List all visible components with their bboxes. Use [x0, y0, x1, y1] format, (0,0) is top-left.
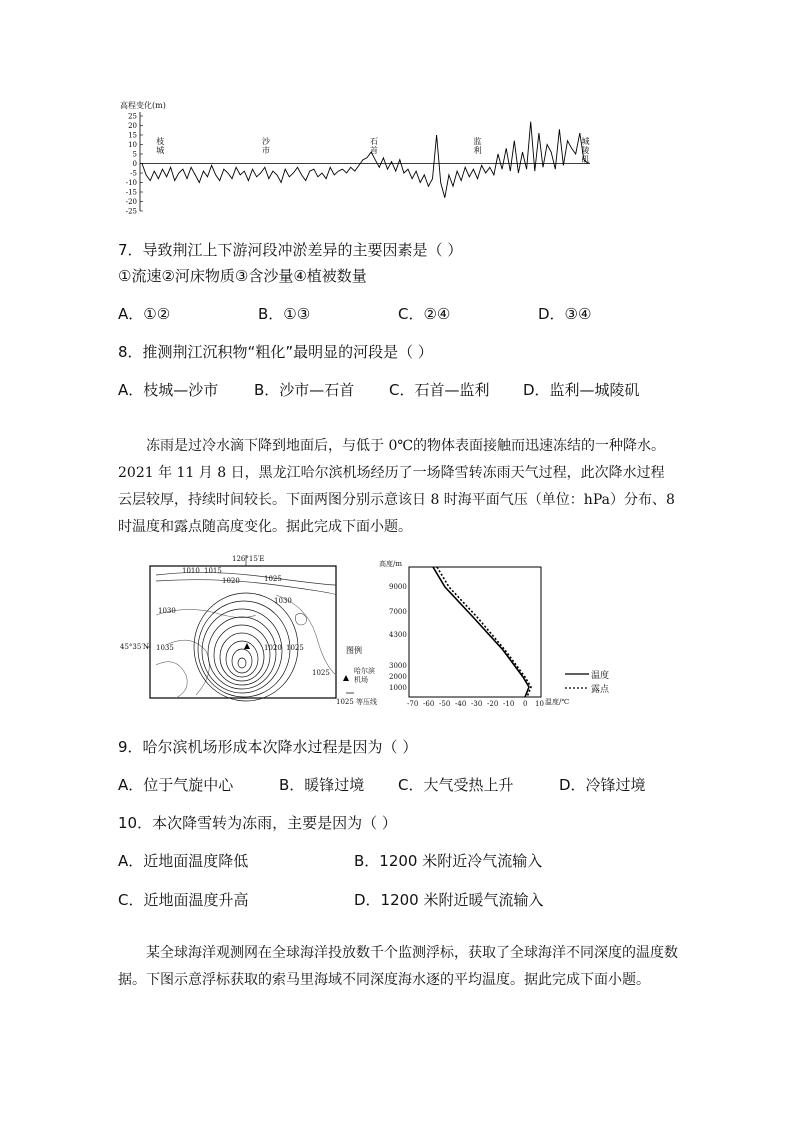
ytick: 1000	[389, 684, 407, 692]
isobar-label: 1030	[158, 607, 176, 615]
isobar-label: 1030	[274, 597, 292, 605]
station-label: 石	[370, 137, 378, 146]
ytick-label: 5	[132, 150, 137, 159]
ytick-label: -25	[125, 207, 137, 215]
isobar-label: 1035	[156, 644, 174, 652]
ytick-label: -20	[125, 198, 137, 206]
legend-temperature-label: 温度	[591, 671, 610, 681]
ytick: 9000	[389, 583, 407, 591]
xlabel: 温度/℃	[545, 698, 570, 706]
station-label: 陵	[581, 146, 590, 155]
ytick: 4300	[389, 631, 407, 639]
question-7-factors: ①流速②河床物质③含沙量④植被数量	[118, 267, 367, 285]
q7-option-b[interactable]: B．①③	[258, 305, 311, 323]
temperature-profile-svg	[375, 555, 655, 710]
q10-option-d[interactable]: D．1200 米附近暖气流输入	[354, 891, 544, 909]
isobar-label: 1025	[312, 669, 330, 677]
xtick: -50	[439, 700, 451, 708]
question-7-stem: 7．导致荆江上下游河段冲淤差异的主要因素是（ ）	[118, 241, 463, 259]
isobar-label: 1025	[264, 575, 282, 583]
q9-option-d[interactable]: D．冷锋过境	[559, 776, 646, 794]
legend-airport-label: 哈尔滨机场	[354, 667, 375, 684]
legend-airport-icon	[343, 675, 349, 681]
ytick-label: -5	[130, 169, 137, 178]
longitude-label: 126°15′E	[232, 555, 265, 563]
airport-marker-icon	[244, 643, 250, 649]
elevation-line	[142, 122, 588, 198]
q8-option-d[interactable]: D．监利—城陵矶	[523, 381, 640, 399]
station-label: 首	[370, 146, 378, 155]
question-9-stem: 9．哈尔滨机场形成本次降水过程是因为（ ）	[118, 738, 418, 756]
isobar-label: 1015	[204, 567, 222, 575]
isobar-label: 1020	[264, 644, 282, 652]
xtick: -30	[471, 700, 483, 708]
question-10-stem: 10．本次降雪转为冻雨，主要是因为（ ）	[118, 814, 397, 832]
dewpoint-line	[437, 567, 531, 697]
q8-option-b[interactable]: B．沙市—石首	[254, 381, 355, 399]
ytick: 3000	[389, 662, 407, 670]
q7-option-a[interactable]: A．①②	[118, 305, 171, 323]
station-label: 利	[473, 146, 482, 155]
latitude-label: 45°35′N	[120, 643, 150, 651]
legend-isobar-label: 1025 等压线	[336, 698, 378, 706]
ytick: 2000	[389, 673, 407, 681]
station-label: 沙	[262, 137, 270, 146]
ytick-label: 20	[128, 122, 137, 130]
ytick-label: 10	[128, 141, 137, 149]
q7-option-d[interactable]: D．③④	[538, 305, 592, 323]
xtick: 10	[535, 700, 544, 708]
q10-option-b[interactable]: B．1200 米附近冷气流输入	[354, 852, 543, 870]
station-label: 枝	[156, 137, 165, 146]
isobar-map	[120, 555, 378, 706]
ytick-label: -10	[125, 179, 137, 187]
ytick-label: 25	[128, 112, 137, 121]
legend-dewpoint-label: 露点	[591, 685, 610, 695]
station-label: 矶	[581, 155, 590, 164]
question-8-stem: 8．推测荆江沉积物“粗化”最明显的河段是（ ）	[118, 343, 433, 361]
isobar-map-svg	[146, 555, 376, 705]
ytick-label: 15	[128, 131, 137, 140]
elevation-change-chart	[118, 100, 598, 215]
xtick: -10	[503, 700, 515, 708]
q9-option-c[interactable]: C．大气受热上升	[398, 776, 514, 794]
xtick: -60	[423, 700, 435, 708]
q9-option-a[interactable]: A．位于气旋中心	[118, 776, 234, 794]
map-legend-title: 图例	[346, 646, 362, 655]
ytick-label: 0	[132, 160, 137, 168]
xtick: -40	[455, 700, 467, 708]
xtick: 0	[523, 700, 528, 708]
profile-ylabel: 高度/m	[379, 560, 402, 568]
ytick: 7000	[389, 608, 407, 616]
q8-option-c[interactable]: C．石首—监利	[389, 381, 490, 399]
q8-option-a[interactable]: A．枝城—沙市	[118, 381, 219, 399]
q10-option-a[interactable]: A．近地面温度降低	[118, 852, 249, 870]
elevation-profile-plot	[118, 100, 598, 215]
passage-ocean-buoys: 某全球海洋观测网在全球海洋投放数千个监测浮标，获取了全球海洋不同深度的温度数据。下图示意浮标获取的索马里海域不同深度海水逐的平均温度。据此完成下面小题。	[118, 945, 678, 988]
station-label: 城	[156, 146, 165, 155]
q10-option-c[interactable]: C．近地面温度升高	[118, 891, 249, 909]
isobar-label: 1025	[286, 644, 304, 652]
isobar-label: 1010	[182, 567, 200, 575]
temperature-line	[433, 567, 529, 697]
station-label: 城	[581, 137, 590, 146]
passage-freezing-rain: 冻雨是过冷水滴下降到地面后，与低于 0℃的物体表面接触而迅速冻结的一种降水。2021 年 11 月 8 日，黑龙江哈尔滨机场经历了一场降雪转冻雨天气过程，此次降水过程云层较厚，持续时间较长。下面两图分别示意该日 8 时海平面气压（单位：hPa）分布、8 时温度和露点随高度变化。据此完成下面小题。	[118, 438, 675, 535]
station-label: 监	[473, 137, 482, 146]
chart-ylabel: 高程变化(m)	[120, 101, 166, 110]
xtick: -70	[407, 700, 419, 708]
isobar-label: 1020	[222, 577, 240, 585]
ytick-label: -15	[125, 188, 137, 197]
station-label: 市	[262, 146, 270, 155]
temperature-profile-chart	[375, 555, 655, 710]
q7-option-c[interactable]: C．②④	[398, 305, 451, 323]
q9-option-b[interactable]: B．暖锋过境	[279, 776, 365, 794]
xtick: -20	[487, 700, 499, 708]
